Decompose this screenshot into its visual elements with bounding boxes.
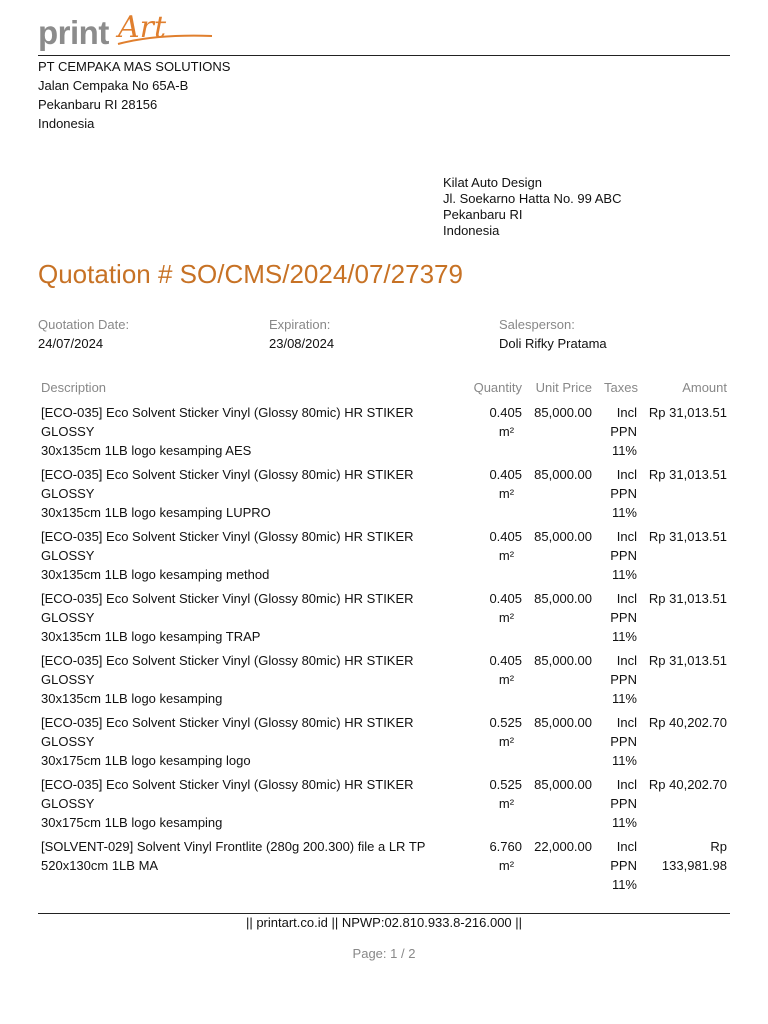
row-description [38,835,466,897]
row-quantity [466,525,525,587]
row-description-line1: [ECO-035] Eco Solvent Sticker Vinyl (Glossy 80mic) HR STIKER GLOSSY [41,467,414,501]
row-taxes [595,835,641,897]
company-country: Indonesia [38,116,95,131]
row-amount: Rp 40,202.70 [648,777,727,792]
table-row [38,773,730,835]
customer-street: Jl. Soekarno Hatta No. 99 ABC [443,191,622,206]
row-unit-price: 85,000.00 [534,467,592,482]
expiration-value: 23/08/2024 [269,336,335,351]
row-quantity-unit: m² [498,858,515,873]
logo-swoosh-icon [116,30,216,50]
row-quantity-value: 0.525 [489,715,522,730]
row-quantity-value: 0.405 [489,529,522,544]
row-taxes [595,649,641,711]
row-taxes [595,773,641,835]
row-unit-price: 85,000.00 [534,715,592,730]
table-row [38,401,730,463]
row-amount: Rp 133,981.98 [661,839,727,873]
row-description-line1: [ECO-035] Eco Solvent Sticker Vinyl (Glossy 80mic) HR STIKER GLOSSY [41,653,414,687]
header-quantity: Quantity [473,379,522,395]
row-tax-line3: 11% [611,753,637,768]
customer-name: Kilat Auto Design [443,175,543,190]
row-quantity-unit: m² [498,424,515,439]
row-tax-line3: 11% [611,505,637,520]
row-quantity-unit: m² [498,672,515,687]
row-tax-line1: Incl [616,591,637,606]
header-amount: Amount [682,379,727,395]
salesperson-value: Doli Rifky Pratama [499,336,607,351]
row-description [38,463,466,525]
logo-print-text: print [38,14,109,51]
logo-art-text: Art [118,10,167,45]
row-tax-line2: PPN [610,858,637,873]
row-taxes [595,711,641,773]
row-unit-price: 85,000.00 [534,777,592,792]
row-description-line2: 520x130cm 1LB MA [41,858,159,873]
row-tax-line3: 11% [611,443,637,458]
company-address [38,57,230,133]
header-unit-price: Unit Price [535,379,592,395]
row-amount: Rp 31,013.51 [648,467,727,482]
row-description-line1: [ECO-035] Eco Solvent Sticker Vinyl (Glossy 80mic) HR STIKER GLOSSY [41,529,414,563]
row-tax-line3: 11% [611,877,637,892]
company-street: Jalan Cempaka No 65A-B [38,78,189,93]
row-tax-line2: PPN [610,672,637,687]
row-unit-price: 85,000.00 [534,591,592,606]
row-taxes [595,463,641,525]
row-tax-line3: 11% [611,815,637,830]
table-row [38,587,730,649]
row-description-line2: 30x135cm 1LB logo kesamping method [41,567,270,582]
row-amount: Rp 31,013.51 [648,591,727,606]
row-quantity-value: 0.405 [489,405,522,420]
row-description-line2: 30x135cm 1LB logo kesamping LUPRO [41,505,271,520]
row-quantity-value: 0.405 [489,467,522,482]
row-tax-line2: PPN [610,610,637,625]
row-amount: Rp 31,013.51 [648,405,727,420]
row-description [38,587,466,649]
row-tax-line1: Incl [616,839,637,854]
row-description-line2: 30x175cm 1LB logo kesamping [41,815,223,830]
row-quantity-value: 0.405 [489,591,522,606]
row-unit-price: 85,000.00 [534,529,592,544]
row-description [38,711,466,773]
salesperson-block [499,315,607,353]
row-quantity-value: 0.405 [489,653,522,668]
company-name: PT CEMPAKA MAS SOLUTIONS [38,59,231,74]
row-tax-line2: PPN [610,548,637,563]
row-description [38,525,466,587]
table-header-row [38,379,730,401]
quotation-title: Quotation # SO/CMS/2024/07/27379 [38,259,463,289]
table-row [38,711,730,773]
customer-country: Indonesia [443,223,500,238]
row-tax-line2: PPN [610,796,637,811]
row-quantity [466,711,525,773]
customer-city: Pekanbaru RI [443,207,523,222]
footer-text: || printart.co.id || NPWP:02.810.933.8-216.000 || [245,915,523,930]
row-description-line1: [ECO-035] Eco Solvent Sticker Vinyl (Glossy 80mic) HR STIKER GLOSSY [41,591,414,625]
row-tax-line1: Incl [616,405,637,420]
row-tax-line3: 11% [611,567,637,582]
row-tax-line3: 11% [611,629,637,644]
expiration-block [269,315,334,353]
row-amount: Rp 40,202.70 [648,715,727,730]
company-city: Pekanbaru RI 28156 [38,97,158,112]
row-tax-line3: 11% [611,691,637,706]
header-description: Description [41,379,107,395]
row-quantity-unit: m² [498,486,515,501]
customer-address [443,175,621,239]
row-tax-line2: PPN [610,734,637,749]
order-lines-table [38,379,730,897]
table-row [38,463,730,525]
row-tax-line1: Incl [616,777,637,792]
row-description-line1: [ECO-035] Eco Solvent Sticker Vinyl (Glossy 80mic) HR STIKER GLOSSY [41,405,414,439]
row-quantity-unit: m² [498,610,515,625]
row-tax-line2: PPN [610,424,637,439]
table-row [38,649,730,711]
row-description [38,773,466,835]
footer-divider [38,913,730,914]
row-tax-line1: Incl [616,653,637,668]
expiration-label: Expiration: [269,317,331,332]
row-description-line2: 30x175cm 1LB logo kesamping logo [41,753,251,768]
row-quantity-value: 0.525 [489,777,522,792]
row-tax-line2: PPN [610,486,637,501]
row-amount: Rp 31,013.51 [648,653,727,668]
row-description-line1: [SOLVENT-029] Solvent Vinyl Frontlite (280g 200.300) file a LR TP [41,839,426,854]
row-taxes [595,587,641,649]
salesperson-label: Salesperson: [499,317,575,332]
row-quantity [466,773,525,835]
row-quantity [466,649,525,711]
row-unit-price: 85,000.00 [534,653,592,668]
row-unit-price: 85,000.00 [534,405,592,420]
row-description-line2: 30x135cm 1LB logo kesamping AES [41,443,252,458]
row-description-line1: [ECO-035] Eco Solvent Sticker Vinyl (Glossy 80mic) HR STIKER GLOSSY [41,715,414,749]
quotation-date-value: 24/07/2024 [38,336,104,351]
row-taxes [595,401,641,463]
row-quantity-unit: m² [498,548,515,563]
row-tax-line1: Incl [616,467,637,482]
row-quantity [466,587,525,649]
quotation-date-label: Quotation Date: [38,317,130,332]
row-quantity-unit: m² [498,796,515,811]
row-description-line2: 30x135cm 1LB logo kesamping TRAP [41,629,261,644]
page-indicator: Page: 1 / 2 [352,946,416,961]
table-row [38,835,730,897]
row-tax-line1: Incl [616,529,637,544]
row-description-line2: 30x135cm 1LB logo kesamping [41,691,223,706]
row-quantity-unit: m² [498,734,515,749]
row-description [38,649,466,711]
row-tax-line1: Incl [616,715,637,730]
table-row [38,525,730,587]
row-unit-price: 22,000.00 [534,839,592,854]
header-taxes: Taxes [604,379,638,395]
header-divider [38,55,730,56]
row-taxes [595,525,641,587]
row-quantity [466,401,525,463]
row-description [38,401,466,463]
row-quantity-value: 6.760 [489,839,522,854]
quotation-date-block [38,315,129,353]
row-quantity [466,463,525,525]
row-amount: Rp 31,013.51 [648,529,727,544]
row-description-line1: [ECO-035] Eco Solvent Sticker Vinyl (Glossy 80mic) HR STIKER GLOSSY [41,777,414,811]
row-quantity [466,835,525,897]
